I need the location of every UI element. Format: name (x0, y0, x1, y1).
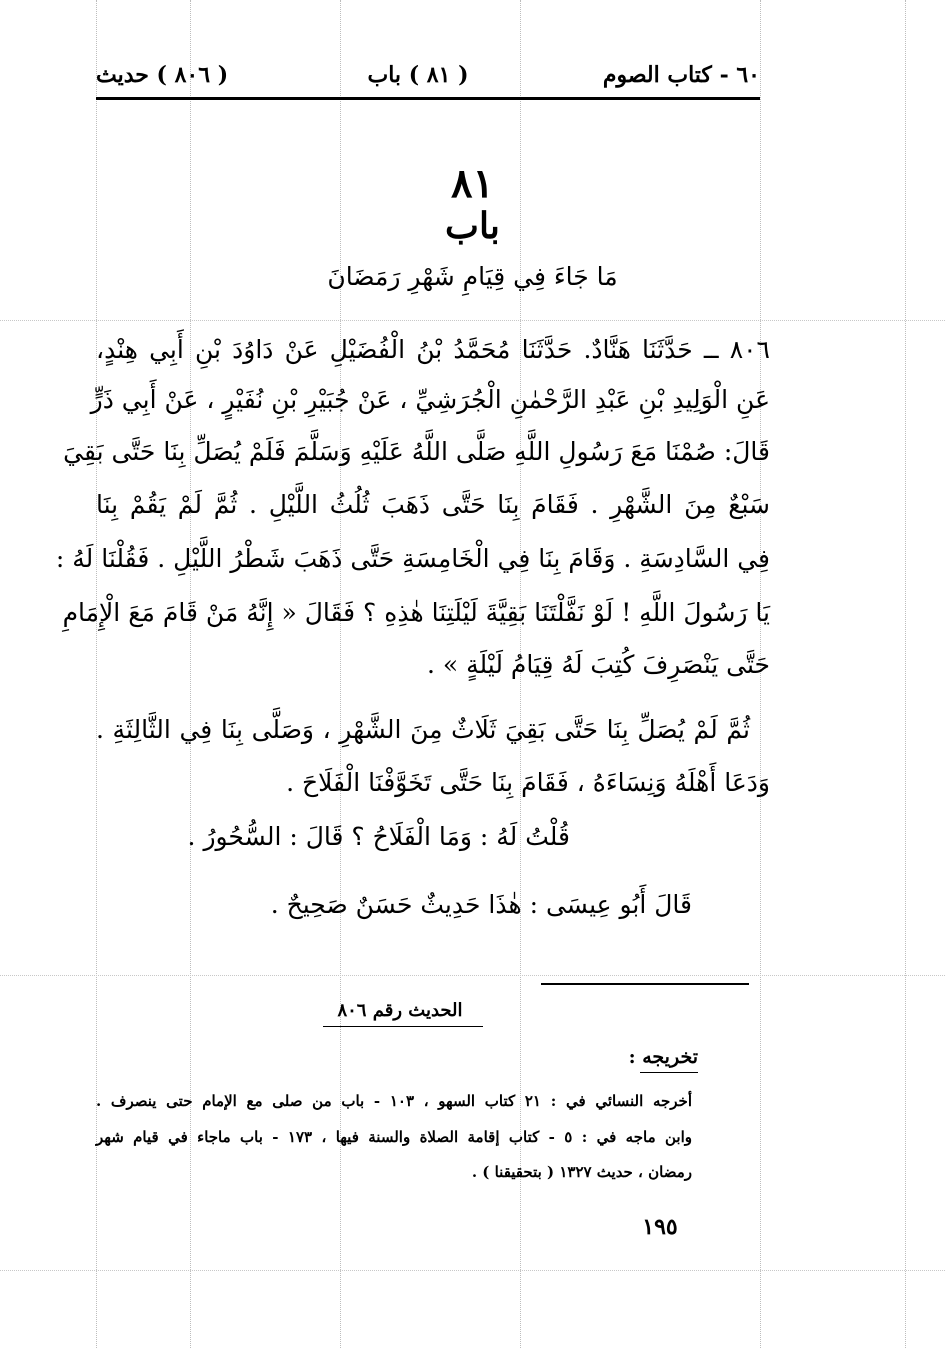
chapter-title: باب (445, 205, 500, 247)
header-chapter-ref: ( ٨١ ) باب (367, 62, 469, 88)
footnote-line: وابن ماجه في : ٥ - كتاب إقامة الصلاة والسنة فيها ، ١٧٣ - باب ماجاء في قيام شهر (96, 1128, 692, 1146)
header-rule (96, 97, 760, 100)
hadith-line: سَبْعٌ مِنَ الشَّهْرِ . فَقَامَ بِنَا حَتَّى ذَهَبَ ثُلُثُ اللَّيْلِ . ثُمَّ لَمْ يَقُمْ بِنَا (96, 490, 770, 519)
takhrij-underline (640, 1072, 698, 1073)
hadith-line: ٨٠٦ ــ حَدَّثَنَا هَنَّادٌ. حَدَّثَنَا مُحَمَّدُ بْنُ الْفُضَيْلِ عَنْ دَاوُدَ بْنِ أَبِي هِنْدٍ، (96, 335, 770, 364)
page-number: ١٩٥ (642, 1214, 678, 1240)
running-header (96, 58, 760, 94)
footnote-hadith-reference: الحديث رقم ٨٠٦ (337, 1000, 463, 1021)
footnote-line: رمضان ، حديث ١٣٢٧ ( بتحقيقنا ) . (471, 1163, 692, 1181)
hadith-continuation-line: ثُمَّ لَمْ يُصَلِّ بِنَا حَتَّى بَقِيَ ثَلَاثٌ مِنَ الشَّهْرِ ، وَصَلَّى بِنَا فِي الثَّالِثَةِ . (96, 715, 750, 744)
footnote-line: أخرجه النسائي في : ٢١ كتاب السهو ، ١٠٣ - باب من صلى مع الإمام حتى ينصرف . (96, 1092, 692, 1110)
hadith-line: فِي السَّادِسَةِ . وَقَامَ بِنَا فِي الْخَامِسَةِ حَتَّى ذَهَبَ شَطْرُ اللَّيْلِ . فَقُلْنَا لَهُ : (55, 544, 770, 573)
hadith-verdict: قَالَ أَبُو عِيسَى : هٰذَا حَدِيثٌ حَسَنٌ صَحِيحٌ . (270, 890, 692, 919)
header-hadith-ref: ( ٨٠٦ ) حديث (96, 62, 229, 88)
hadith-line: عَنِ الْوَلِيدِ بْنِ عَبْدِ الرَّحْمٰنِ الْجُرَشِيِّ ، عَنْ جُبَيْرِ بْنِ نُفَيْرٍ ، عَنْ أَبِي ذَرٍّ (90, 385, 770, 414)
chapter-number: ٨١ (451, 160, 494, 207)
footnote-reference-underline (323, 1026, 483, 1027)
hadith-continuation-line: قُلْتُ لَهُ : وَمَا الْفَلَاحُ ؟ قَالَ : السُّحُورُ . (187, 822, 570, 851)
hadith-line: يَا رَسُولَ اللَّهِ ! لَوْ نَفَّلْتَنَا بَقِيَّةَ لَيْلَتِنَا هٰذِهِ ؟ فَقَالَ « إِنَّهُ مَنْ قَامَ مَعَ الْإِمَامِ (62, 598, 770, 627)
hadith-line: قَالَ: صُمْنَا مَعَ رَسُولِ اللَّهِ صَلَّى اللَّهُ عَلَيْهِ وَسَلَّمَ فَلَمْ يُصَلِّ بِنَا حَتَّى بَقِيَ (63, 437, 770, 466)
hadith-line: حَتَّى يَنْصَرِفَ كُتِبَ لَهُ قِيَامُ لَيْلَةٍ » . (426, 650, 770, 679)
takhrij-label: تخريجه : (628, 1046, 698, 1068)
chapter-subtitle: مَا جَاءَ فِي قِيَامِ شَهْرِ رَمَضَانَ (327, 262, 618, 291)
header-book-title: ٦٠ - كتاب الصوم (602, 62, 760, 88)
hadith-continuation-line: وَدَعَا أَهْلَهُ وَنِسَاءَهُ ، فَقَامَ بِنَا حَتَّى تَخَوَّفْنَا الْفَلَاحَ . (286, 768, 770, 797)
footnote-separator (541, 983, 749, 985)
